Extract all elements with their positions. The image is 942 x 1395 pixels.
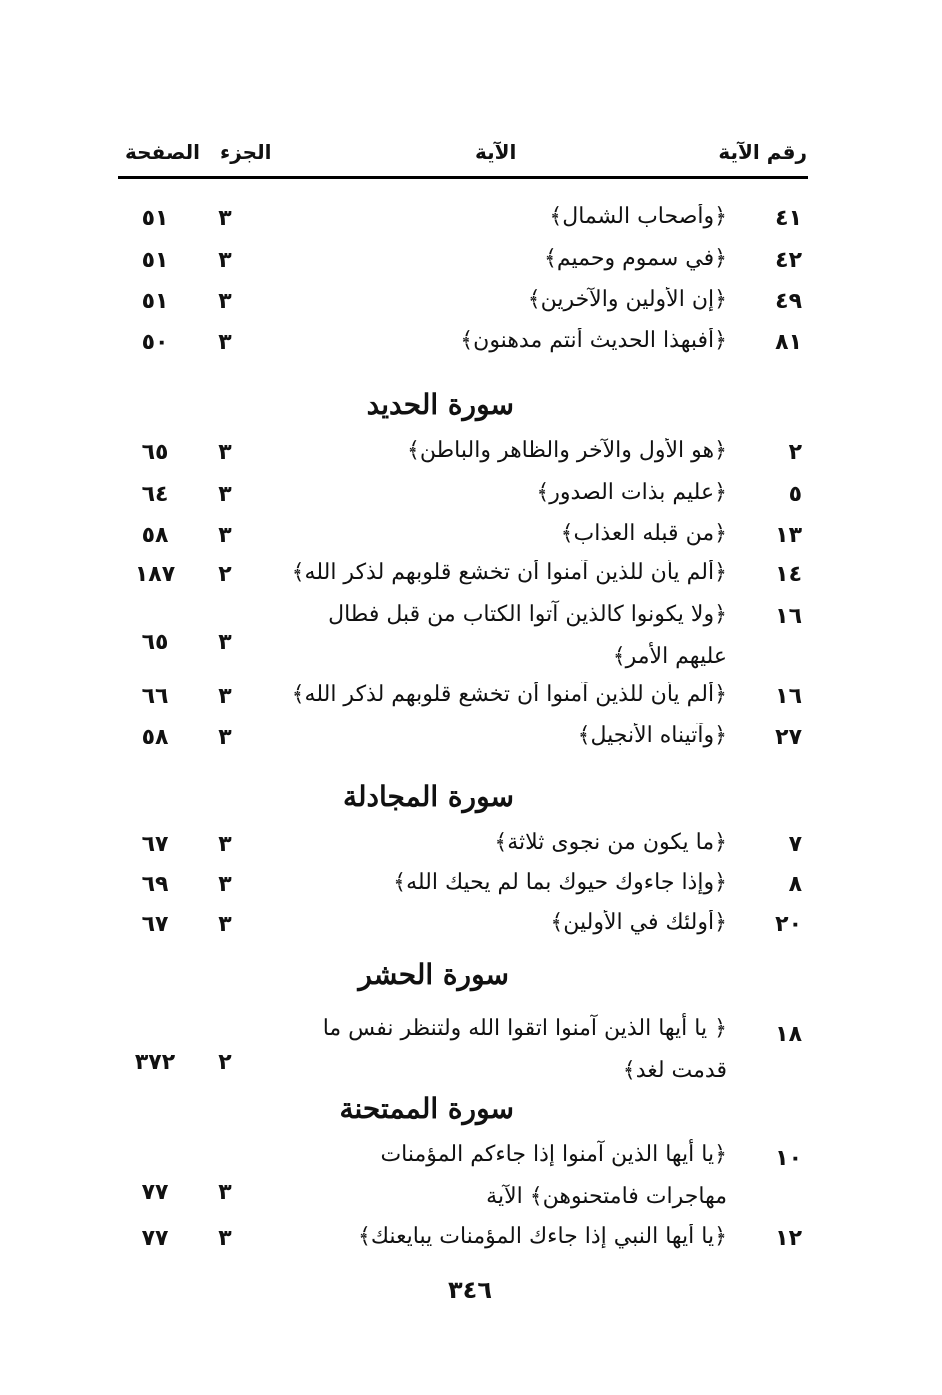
juz-number: ٣ — [218, 1180, 232, 1205]
juz-number: ٣ — [218, 440, 232, 465]
ayah-text-line2: مهاجرات فامتحنوهن﴾ الآية — [486, 1184, 727, 1209]
table-row — [0, 434, 942, 474]
ayah-number: ٢٧ — [775, 725, 802, 750]
juz-number: ٣ — [218, 206, 232, 231]
table-row — [0, 517, 942, 557]
table-row — [0, 906, 942, 946]
ayah-text-line2: قدمت لغد﴾ — [622, 1058, 727, 1083]
page-number: ٦٤ — [141, 482, 169, 507]
ayah-text: ﴿ألم يأن للذين آمنوا أن تخشع قلوبهم لذكر الله﴾ — [291, 682, 727, 707]
page-number: ٥٠ — [141, 330, 169, 355]
juz-number: ٣ — [218, 482, 232, 507]
ayah-text-line2: عليهم الأمر﴾ — [612, 644, 727, 669]
page-number: ٦٦ — [141, 684, 169, 709]
table-row — [0, 719, 942, 759]
table-row — [0, 324, 942, 364]
page-number: ٣٧٢ — [134, 1050, 176, 1075]
table-row — [0, 866, 942, 906]
juz-number: ٣ — [218, 289, 232, 314]
header-rule — [118, 176, 808, 179]
juz-number: ٢ — [218, 562, 232, 587]
table-row — [0, 1220, 942, 1260]
header-page: الصفحة — [125, 140, 201, 164]
ayah-text-line1: ﴿ولا يكونوا كالذين آتوا الكتاب من قبل فطال — [328, 602, 727, 627]
page-number: ٥١ — [141, 289, 169, 314]
ayah-text: ﴿من قبله العذاب﴾ — [560, 521, 727, 546]
ayah-text: ﴿إن الأولين والآخرين﴾ — [527, 287, 727, 312]
header-juz: الجزء — [220, 140, 272, 164]
ayah-number: ٨١ — [775, 330, 802, 355]
ayah-number: ١٦ — [775, 604, 802, 629]
juz-number: ٣ — [218, 330, 232, 355]
header-ayah: الآية — [475, 140, 517, 164]
ayah-text-line1: ﴿يا أيها الذين آمنوا إذا جاءكم المؤمنات — [380, 1142, 727, 1167]
juz-number: ٣ — [218, 912, 232, 937]
ayah-number: ٧ — [788, 832, 802, 857]
ayah-text: ﴿في سموم وحميم﴾ — [544, 246, 727, 271]
ayah-text: ﴿هو الأول والآخر والظاهر والباطن﴾ — [407, 438, 727, 463]
table-row — [0, 556, 942, 596]
ayah-text: ﴿ما يكون من نجوى ثلاثة﴾ — [494, 830, 727, 855]
juz-number: ٣ — [218, 725, 232, 750]
ayah-number: ١٤ — [775, 562, 802, 587]
sura-heading-mujadala: سورة المجادلة — [343, 780, 514, 813]
ayah-number: ١٨ — [775, 1022, 802, 1047]
ayah-number: ٨ — [788, 872, 802, 897]
table-row — [0, 1138, 942, 1218]
ayah-text: ﴿وأصحاب الشمال﴾ — [549, 204, 727, 229]
page-number: ٦٥ — [141, 630, 169, 655]
sura-heading-mumtahana: سورة الممتحنة — [339, 1092, 514, 1125]
table-row — [0, 283, 942, 323]
table-row — [0, 678, 942, 718]
ayah-number: ٤١ — [775, 206, 802, 231]
page-number: ٦٥ — [141, 440, 169, 465]
table-row — [0, 200, 942, 240]
ayah-number: ٥ — [788, 482, 802, 507]
ayah-text: ﴿أفبهذا الحديث أنتم مدهنون﴾ — [460, 328, 727, 353]
page-number: ٧٧ — [141, 1180, 169, 1205]
ayah-text: ﴿وآتيناه الأنجيل﴾ — [577, 723, 727, 748]
footer-page-number: ٣٤٦ — [448, 1276, 492, 1304]
table-row — [0, 476, 942, 516]
ayah-number: ٤٢ — [775, 248, 802, 273]
ayah-text: ﴿أولئك في الأولين﴾ — [550, 910, 727, 935]
ayah-number: ٤٩ — [775, 289, 802, 314]
juz-number: ٣ — [218, 523, 232, 548]
ayah-number: ٢ — [788, 440, 802, 465]
ayah-number: ٢٠ — [775, 912, 802, 937]
page-number: ٦٧ — [141, 832, 169, 857]
table-row — [0, 826, 942, 866]
header-ayah-number: رقم الآية — [718, 140, 807, 164]
juz-number: ٣ — [218, 1226, 232, 1251]
ayah-text: ﴿عليم بذات الصدور﴾ — [536, 480, 727, 505]
sura-heading-hadid: سورة الحديد — [366, 388, 514, 421]
juz-number: ٣ — [218, 684, 232, 709]
ayah-text: ﴿وإذا جاءوك حيوك بما لم يحيك الله﴾ — [393, 870, 727, 895]
page-number: ٥١ — [141, 248, 169, 273]
table-row — [0, 1012, 942, 1092]
ayah-text: ﴿يا أيها النبي إذا جاءك المؤمنات يبايعنك﴾ — [358, 1224, 727, 1249]
juz-number: ٣ — [218, 832, 232, 857]
ayah-text-line1: ﴿ يا أيها الذين آمنوا اتقوا الله ولتنظر نفس ما — [322, 1016, 727, 1041]
ayah-number: ١٢ — [775, 1226, 802, 1251]
ayah-number: ١٠ — [775, 1146, 802, 1171]
juz-number: ٣ — [218, 630, 232, 655]
table-row — [0, 598, 942, 678]
page-number: ١٨٧ — [134, 562, 176, 587]
ayah-number: ١٣ — [775, 523, 802, 548]
juz-number: ٣ — [218, 248, 232, 273]
table-row — [0, 242, 942, 282]
page-number: ٦٩ — [141, 872, 169, 897]
sura-heading-hashr: سورة الحشر — [358, 958, 509, 991]
page-number: ٦٧ — [141, 912, 169, 937]
page-number: ٥٨ — [141, 523, 169, 548]
juz-number: ٣ — [218, 872, 232, 897]
page-number: ٧٧ — [141, 1226, 169, 1251]
ayah-text: ﴿ألم يأن للذين آمنوا أن تخشع قلوبهم لذكر الله﴾ — [291, 560, 727, 585]
juz-number: ٢ — [218, 1050, 232, 1075]
page-number: ٥١ — [141, 206, 169, 231]
page-number: ٥٨ — [141, 725, 169, 750]
ayah-number: ١٦ — [775, 684, 802, 709]
